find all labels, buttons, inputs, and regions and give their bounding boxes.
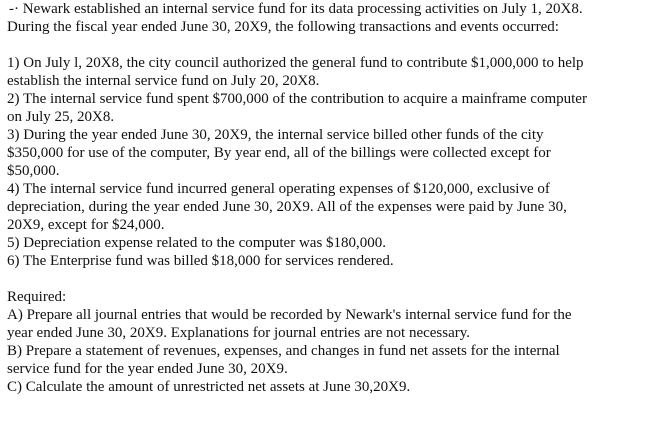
required-line: A) Prepare all journal entries that would be recorded by Newark's internal service fund for the — [7, 307, 572, 323]
transaction-line: 20X9, except for $24,000. — [7, 217, 165, 233]
required-line: C) Calculate the amount of unrestricted net assets at June 30,20X9. — [7, 379, 411, 395]
intro-paragraph — [7, 0, 662, 36]
transaction-line: 4) The internal service fund incurred general operating expenses of $120,000, exclusive of — [7, 181, 550, 197]
intro-line: During the fiscal year ended June 30, 20X9, the following transactions and events occurred: — [7, 19, 559, 35]
transaction-line: establish the internal service fund on July 20, 20X8. — [7, 73, 320, 89]
transaction-line: on July 25, 20X8. — [7, 109, 115, 125]
transaction-line: 2) The internal service fund spent $700,000 of the contribution to acquire a mainframe computer — [7, 91, 587, 107]
transaction-line: 1) On July l, 20X8, the city council authorized the general fund to contribute $1,000,000 to help — [7, 55, 584, 71]
transaction-line: 5) Depreciation expense related to the computer was $180,000. — [7, 235, 387, 251]
required-section — [7, 288, 662, 396]
paragraph-gap — [7, 270, 662, 288]
transaction-line: $350,000 for use of the computer, By year end, all of the billings were collected except for — [7, 145, 551, 161]
intro-line: -· Newark established an internal service fund for its data processing activities on July 1, 20X8. — [9, 1, 583, 17]
transaction-line: 3) During the year ended June 30, 20X9, the internal service billed other funds of the city — [7, 127, 544, 143]
paragraph-gap — [7, 36, 662, 54]
required-line: B) Prepare a statement of revenues, expenses, and changes in fund net assets for the internal — [7, 343, 560, 359]
problem-document — [7, 0, 662, 396]
required-line: year ended June 30, 20X9. Explanations for journal entries are not necessary. — [7, 325, 471, 341]
transaction-line: 6) The Enterprise fund was billed $18,000 for services rendered. — [7, 253, 394, 269]
transactions-list — [7, 54, 662, 270]
transaction-line: $50,000. — [7, 163, 60, 179]
transaction-line: depreciation, during the year ended June 30, 20X9. All of the expenses were paid by June 30, — [7, 199, 567, 215]
required-line: service fund for the year ended June 30, 20X9. — [7, 361, 288, 377]
required-heading: Required: — [7, 289, 67, 305]
